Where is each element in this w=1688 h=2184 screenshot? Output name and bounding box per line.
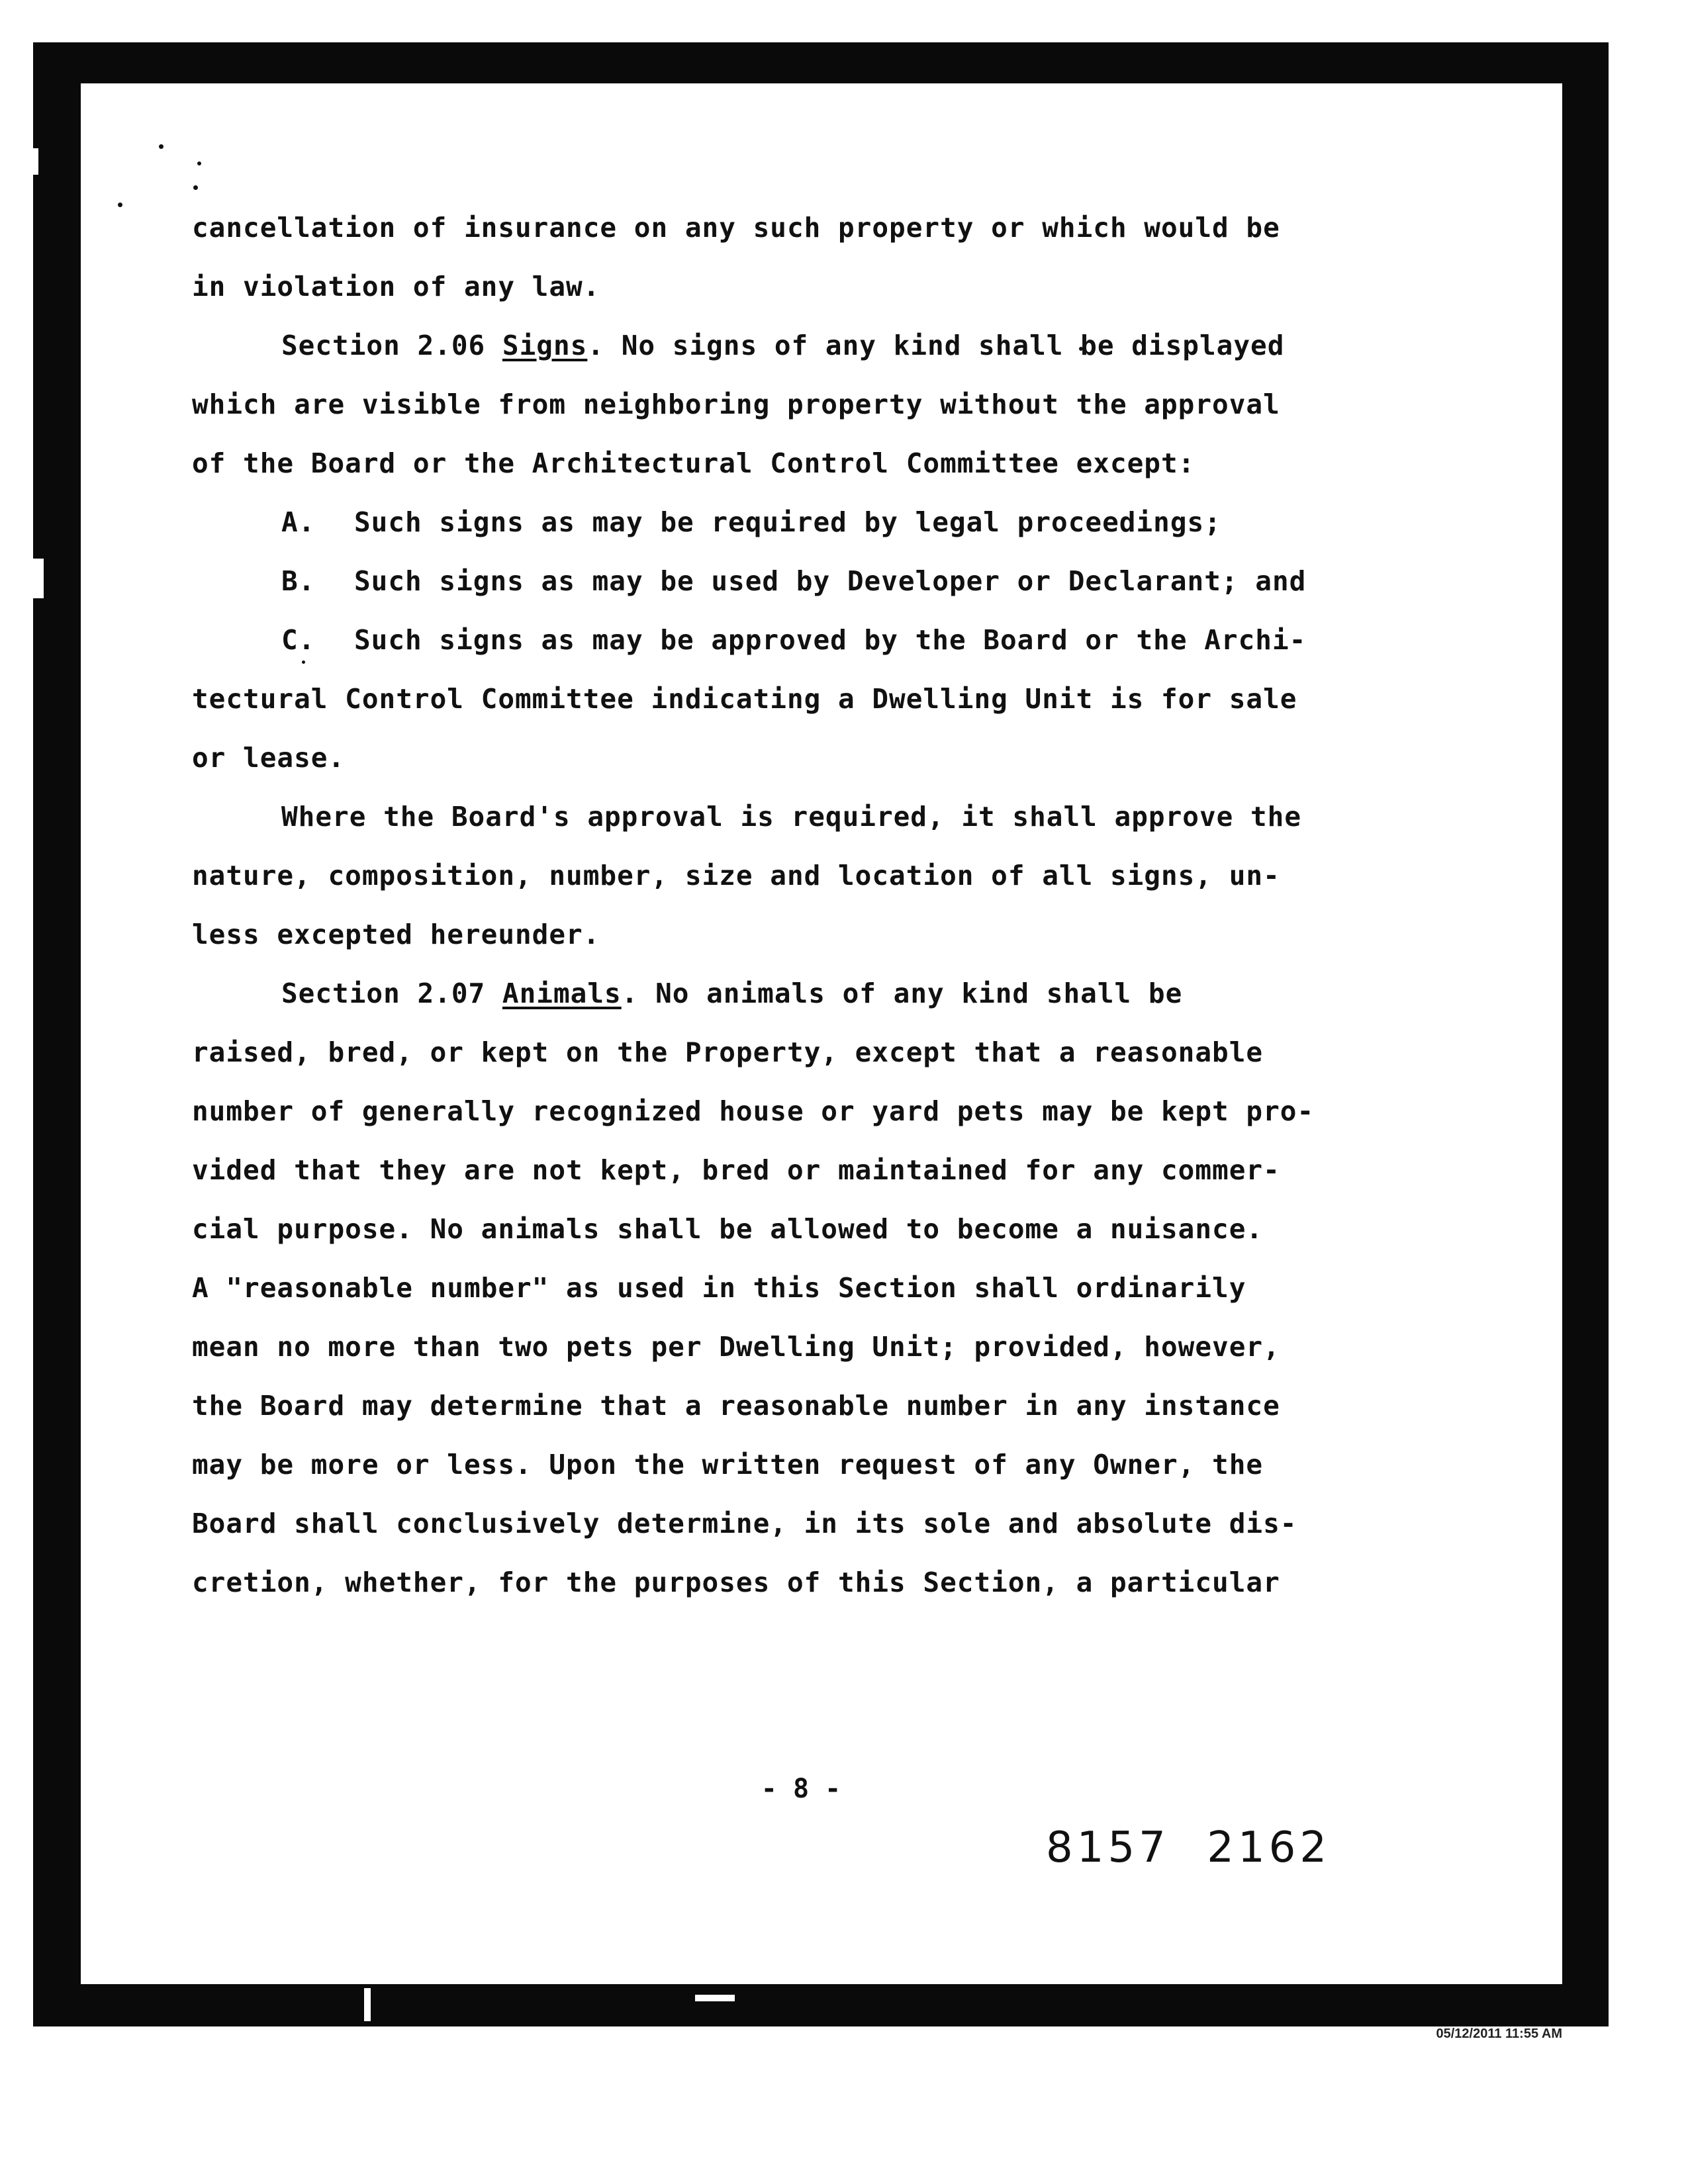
scan-speck xyxy=(159,144,164,149)
document-body xyxy=(192,199,1436,1612)
scan-artifact xyxy=(33,148,38,175)
section-label: Section 2.06 xyxy=(281,330,486,361)
page-number: - 8 - xyxy=(761,1774,841,1804)
text-line: Board shall conclusively determine, in its sole and absolute dis- xyxy=(192,1508,1297,1539)
section-title: Animals xyxy=(502,978,622,1009)
section-text: . No signs of any kind shall be displayed xyxy=(587,330,1285,361)
list-item xyxy=(192,493,1436,552)
text-line: or lease. xyxy=(192,742,346,774)
section-heading-2-06 xyxy=(192,316,1436,375)
section-label: Section 2.07 xyxy=(281,978,486,1009)
text-line: less excepted hereunder. xyxy=(192,919,600,950)
text-line: cial purpose. No animals shall be allowed to become a nuisance. xyxy=(192,1213,1264,1245)
scan-speck xyxy=(197,161,201,165)
item-text: Such signs as may be used by Developer or Declarant; and xyxy=(354,565,1307,597)
text-line: which are visible from neighboring property without the approval xyxy=(192,388,1280,420)
text-line: number of generally recognized house or yard pets may be kept pro- xyxy=(192,1095,1315,1127)
scan-speck xyxy=(193,185,198,190)
text-line: in violation of any law. xyxy=(192,271,600,302)
recording-number: 8157 2162 xyxy=(1046,1823,1331,1872)
text-line: nature, composition, number, size and location of all signs, un- xyxy=(192,860,1280,891)
scan-artifact xyxy=(364,1988,371,2021)
item-letter: C. xyxy=(281,624,316,656)
section-heading-2-07 xyxy=(192,964,1436,1023)
text-line: raised, bred, or kept on the Property, except that a reasonable xyxy=(192,1036,1264,1068)
text-line: the Board may determine that a reasonable number in any instance xyxy=(192,1390,1280,1422)
text-line: mean no more than two pets per Dwelling Unit; provided, however, xyxy=(192,1331,1280,1363)
scan-artifact xyxy=(33,559,44,598)
item-text: Such signs as may be approved by the Board or the Archi- xyxy=(354,624,1307,656)
item-letter: B. xyxy=(281,565,316,597)
item-text: Such signs as may be required by legal proceedings; xyxy=(354,506,1221,538)
section-title: Signs xyxy=(502,330,588,361)
text-line: tectural Control Committee indicating a Dwelling Unit is for sale xyxy=(192,683,1297,715)
scan-speck xyxy=(118,203,122,207)
text-line: of the Board or the Architectural Control Committee except: xyxy=(192,447,1196,479)
text-line: may be more or less. Upon the written request of any Owner, the xyxy=(192,1449,1264,1480)
text-line: vided that they are not kept, bred or maintained for any commer- xyxy=(192,1154,1280,1186)
text-line: Where the Board's approval is required, it shall approve the xyxy=(281,801,1302,833)
scan-timestamp: 05/12/2011 11:55 AM xyxy=(1436,2026,1562,2041)
item-letter: A. xyxy=(281,506,316,538)
section-text: . No animals of any kind shall be xyxy=(621,978,1183,1009)
scan-artifact xyxy=(695,1995,735,2001)
text-line: cancellation of insurance on any such property or which would be xyxy=(192,212,1280,244)
text-line: cretion, whether, for the purposes of this Section, a particular xyxy=(192,1567,1280,1598)
list-item xyxy=(192,552,1436,611)
text-line: A "reasonable number" as used in this Section shall ordinarily xyxy=(192,1272,1246,1304)
list-item xyxy=(192,611,1436,670)
